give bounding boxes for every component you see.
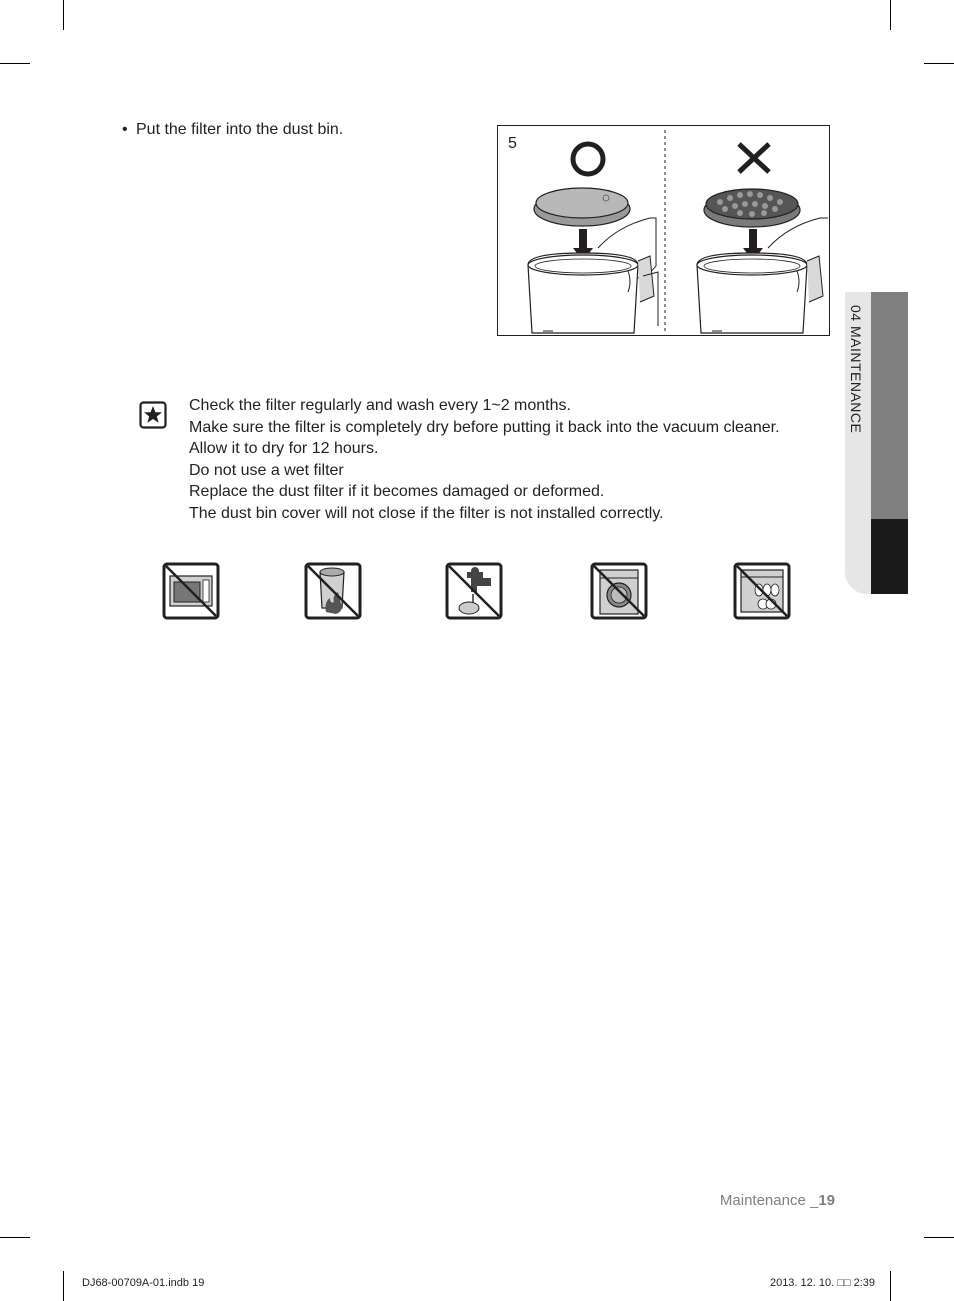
bullet-dot: • [122, 121, 128, 138]
crop-mark [63, 1271, 64, 1301]
crop-mark [924, 1237, 954, 1238]
crop-mark [890, 1271, 891, 1301]
no-dishwasher-icon [733, 562, 791, 620]
page-number: 19 [818, 1192, 835, 1209]
correct-mark-icon [573, 144, 603, 174]
footer-section: Maintenance _ [719, 1192, 819, 1209]
crop-mark [0, 63, 30, 64]
crop-mark [63, 0, 64, 30]
note-line: Replace the dust filter if it becomes damaged or deformed. [189, 483, 605, 500]
no-fire-icon [304, 562, 362, 620]
no-tap-water-icon [445, 562, 503, 620]
instruction-bullet [122, 121, 343, 139]
print-slug-file: DJ68-00709A-01.indb 19 [82, 1277, 205, 1289]
filter-illustration [497, 125, 830, 336]
chapter-label: 04 MAINTENANCE [848, 305, 864, 434]
instruction-text: Put the filter into the dust bin. [136, 121, 344, 138]
note-line: Make sure the filter is completely dry before putting it back into the vacuum cleaner. [189, 418, 780, 436]
filter-illustration-drawing [498, 126, 830, 336]
crop-mark [0, 1237, 30, 1238]
crop-mark [890, 0, 891, 30]
no-microwave-icon [162, 562, 220, 620]
note-line: Check the filter regularly and wash every 1~2 months. [189, 397, 571, 414]
note-line: Allow it to dry for 12 hours. [189, 440, 379, 457]
page-footer [720, 1192, 835, 1209]
step-number: 5 [508, 135, 517, 152]
star-note-icon [139, 401, 167, 429]
side-tab-band [871, 292, 908, 519]
side-tab-marker [871, 519, 908, 594]
note-text [189, 395, 780, 524]
print-slug-date: 2013. 12. 10. □□ 2:39 [769, 1277, 875, 1289]
note-line: The dust bin cover will not close if the filter is not installed correctly. [189, 504, 664, 522]
note-line: Do not use a wet filter [189, 461, 344, 479]
prohibited-drying-methods [160, 562, 792, 624]
no-washing-machine-icon [590, 562, 648, 620]
crop-mark [924, 63, 954, 64]
